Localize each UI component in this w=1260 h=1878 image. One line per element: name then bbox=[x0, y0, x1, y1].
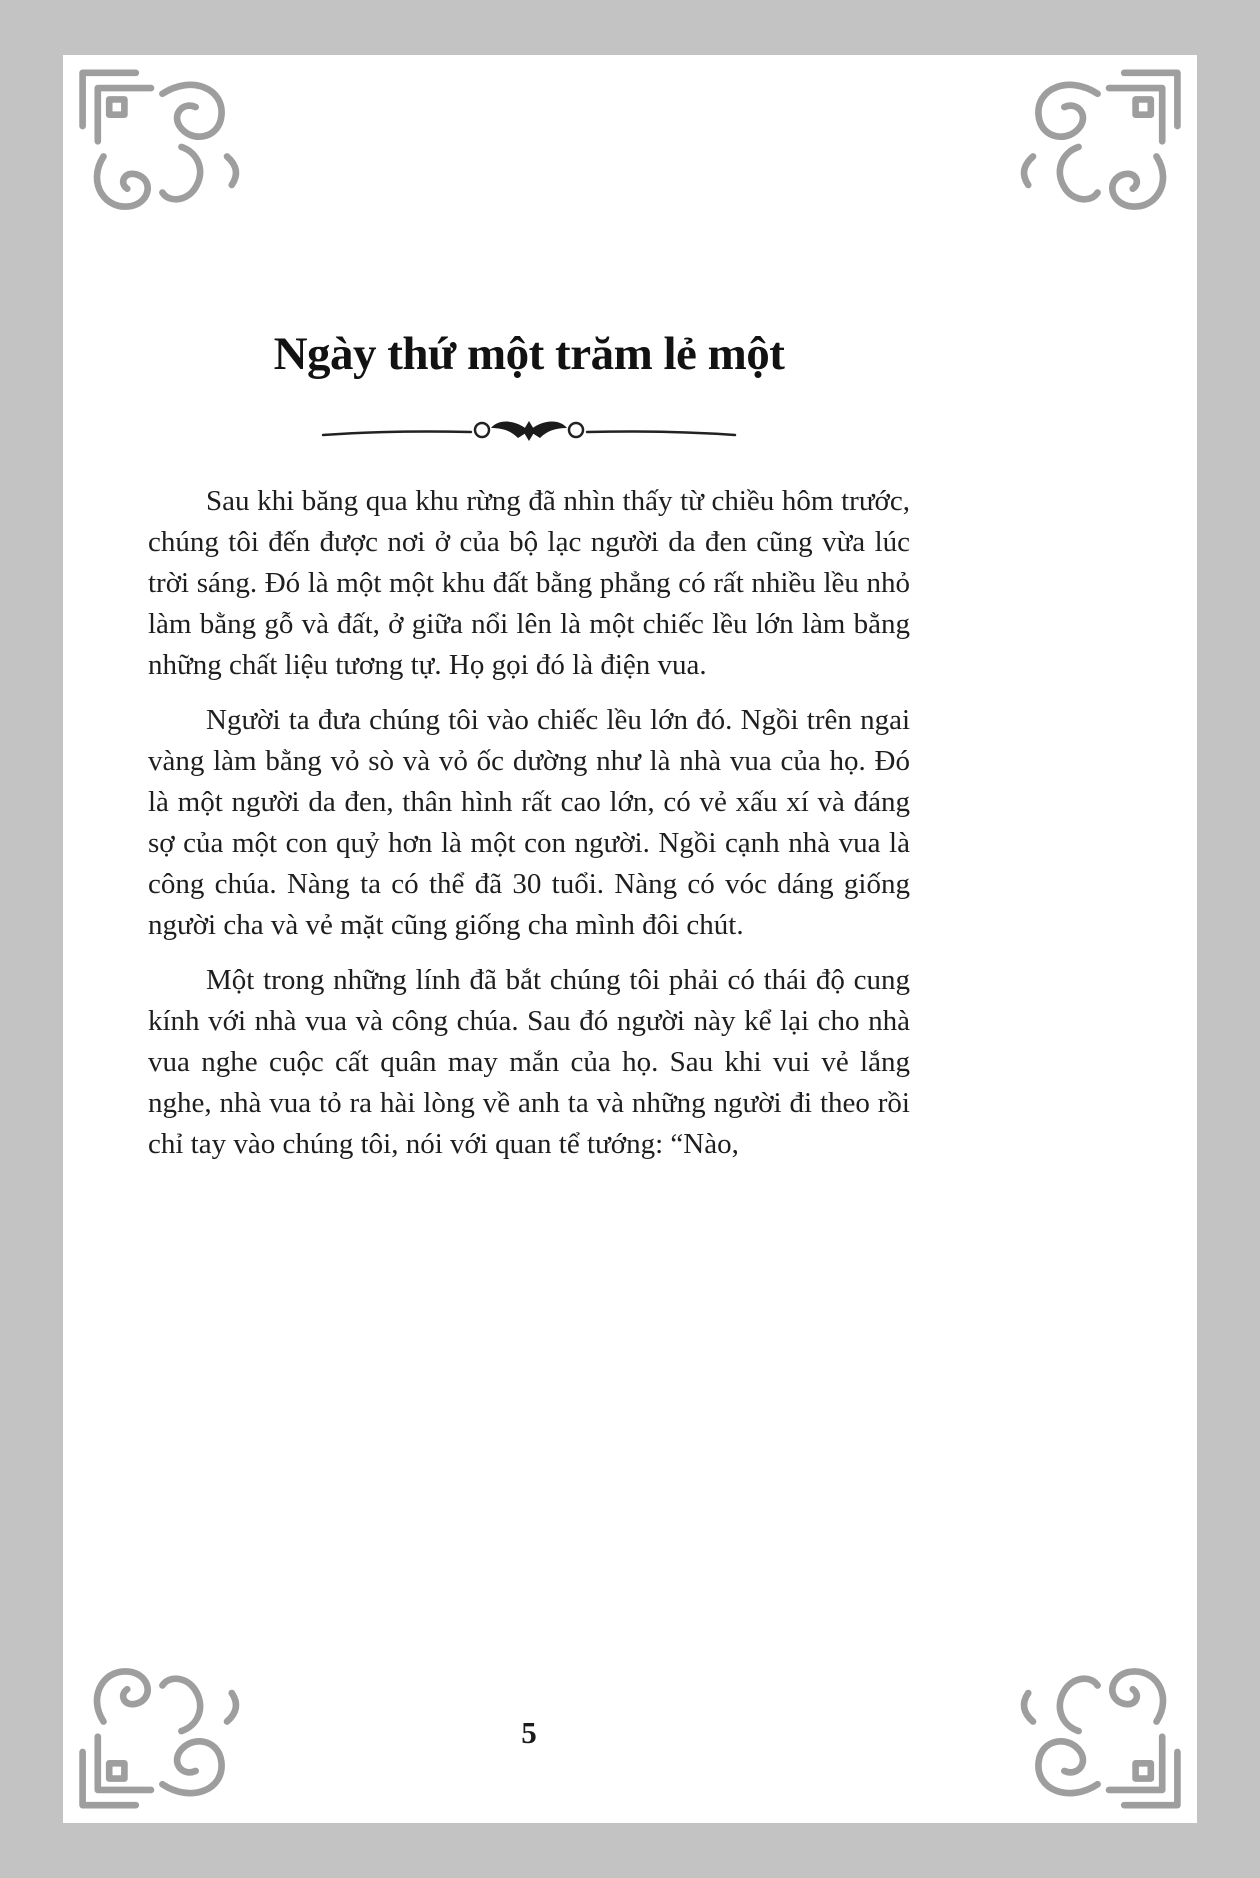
body-paragraph-2: Người ta đưa chúng tôi vào chiếc lều lớn đó. Ngồi trên ngai vàng làm bằng vỏ sò và vỏ ốc dường như là nhà vua của họ. Đó là một người da đen, thân hình rất cao lớn, có vẻ xấu xí và đáng sợ của một con quỷ hơn là một con người. Ngồi cạnh nhà vua là công chúa. Nàng ta có thể đã 30 tuổi. Nàng có vóc dáng giống người cha và vẻ mặt cũng giống cha mình đôi chút. bbox=[148, 704, 910, 941]
body-paragraph-1: Sau khi băng qua khu rừng đã nhìn thấy từ chiều hôm trước, chúng tôi đến được nơi ở của bộ lạc người da đen cũng vừa lúc trời sáng. Đó là một một khu đất bằng phẳng có rất nhiều lều nhỏ làm bằng gỗ và đất, ở giữa nổi lên là một chiếc lều lớn làm bằng những chất liệu tương tự. Họ gọi đó là điện vua. bbox=[148, 485, 910, 681]
corner-ornament-top-left-icon bbox=[75, 65, 265, 227]
corner-ornament-top-right-icon bbox=[995, 65, 1185, 227]
body-text bbox=[148, 481, 910, 1165]
chapter-title: Ngày thứ một trăm lẻ một bbox=[273, 328, 785, 380]
page bbox=[63, 55, 1197, 1823]
corner-ornament-bottom-right-icon bbox=[995, 1651, 1185, 1813]
flourish-divider-icon bbox=[319, 411, 739, 451]
page-number: 5 bbox=[521, 1715, 537, 1750]
text-column bbox=[148, 323, 910, 1179]
body-paragraph-3: Một trong những lính đã bắt chúng tôi phải có thái độ cung kính với nhà vua và công chúa. Sau đó người này kể lại cho nhà vua nghe cuộc cất quân may mắn của họ. Sau khi vui vẻ lắng nghe, nhà vua tỏ ra hài lòng về anh ta và những người đi theo rồi chỉ tay vào chúng tôi, nói với quan tể tướng: “Nào, bbox=[148, 964, 910, 1160]
